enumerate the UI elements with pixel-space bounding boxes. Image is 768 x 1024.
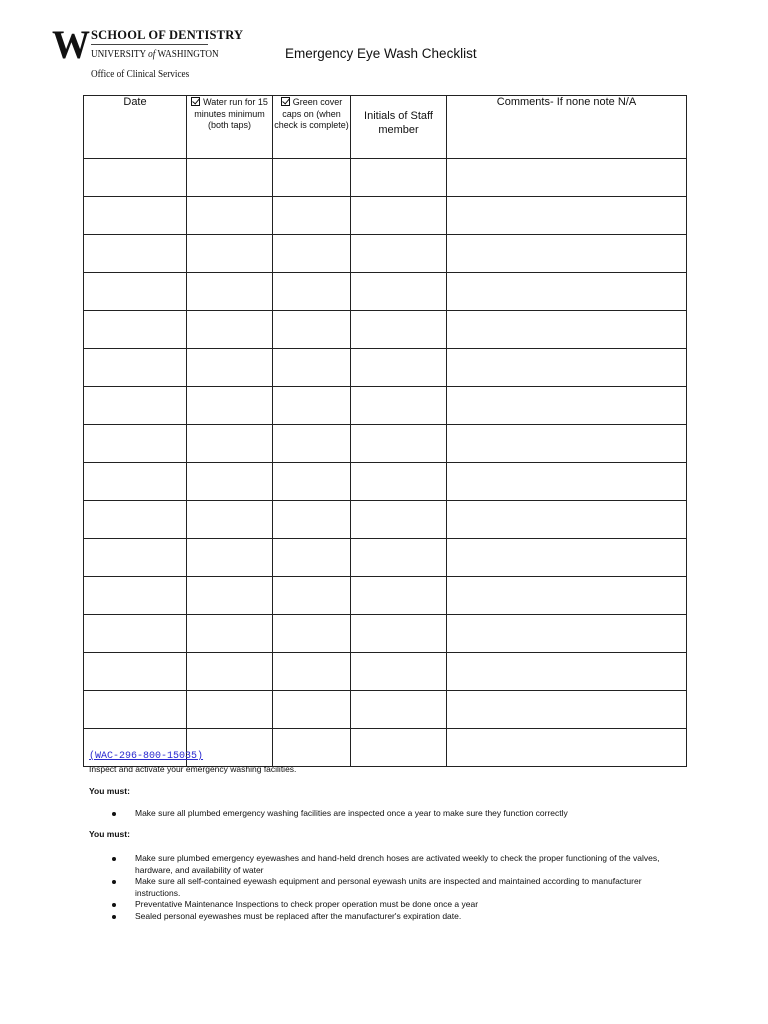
water-run-cell[interactable] [187, 349, 273, 387]
comments-cell[interactable] [447, 273, 687, 311]
green-caps-cell[interactable] [273, 729, 351, 767]
water-run-cell[interactable] [187, 311, 273, 349]
water-run-cell[interactable] [187, 577, 273, 615]
table-row [84, 235, 687, 273]
table-row [84, 653, 687, 691]
logo-university-name: UNIVERSITY of WASHINGTON [91, 49, 219, 60]
initials-cell[interactable] [351, 311, 447, 349]
date-cell[interactable] [84, 425, 187, 463]
list-item: Sealed personal eyewashes must be replaced after the manufacturer's expiration date. [89, 911, 689, 923]
comments-cell[interactable] [447, 729, 687, 767]
green-caps-cell[interactable] [273, 615, 351, 653]
table-row [84, 615, 687, 653]
comments-cell[interactable] [447, 653, 687, 691]
date-cell[interactable] [84, 615, 187, 653]
comments-cell[interactable] [447, 463, 687, 501]
initials-cell[interactable] [351, 387, 447, 425]
water-run-cell[interactable] [187, 615, 273, 653]
green-caps-cell[interactable] [273, 311, 351, 349]
initials-cell[interactable] [351, 197, 447, 235]
comments-cell[interactable] [447, 501, 687, 539]
table-row [84, 501, 687, 539]
green-caps-cell[interactable] [273, 349, 351, 387]
water-run-cell[interactable] [187, 425, 273, 463]
wac-reference-link[interactable]: (WAC-296-800-15035) [89, 751, 204, 762]
page-title: Emergency Eye Wash Checklist [285, 46, 477, 61]
comments-cell[interactable] [447, 539, 687, 577]
initials-cell[interactable] [351, 577, 447, 615]
initials-cell[interactable] [351, 501, 447, 539]
you-must-label: You must: [89, 829, 130, 839]
eye-wash-checklist-table [83, 95, 687, 767]
column-header-comments: Comments- If none note N/A [447, 96, 687, 159]
list-item: Make sure all plumbed emergency washing facilities are inspected once a year to make sure they function correctly [89, 808, 689, 820]
comments-cell[interactable] [447, 311, 687, 349]
date-cell[interactable] [84, 235, 187, 273]
bullet-icon [112, 857, 116, 861]
initials-cell[interactable] [351, 691, 447, 729]
date-cell[interactable] [84, 539, 187, 577]
water-run-cell[interactable] [187, 691, 273, 729]
date-cell[interactable] [84, 463, 187, 501]
bullet-icon [112, 915, 116, 919]
column-header-initials: Initials of Staff member [351, 96, 447, 159]
comments-cell[interactable] [447, 159, 687, 197]
comments-cell[interactable] [447, 425, 687, 463]
comments-cell[interactable] [447, 615, 687, 653]
green-caps-cell[interactable] [273, 501, 351, 539]
date-cell[interactable] [84, 501, 187, 539]
table-row [84, 425, 687, 463]
initials-cell[interactable] [351, 539, 447, 577]
initials-cell[interactable] [351, 349, 447, 387]
table-row [84, 311, 687, 349]
bullet-icon [112, 880, 116, 884]
water-run-cell[interactable] [187, 463, 273, 501]
column-header-water-run: Water run for 15 minutes minimum (both taps) [187, 96, 273, 159]
list-item: Make sure plumbed emergency eyewashes and hand-held drench hoses are activated weekly to check the proper functioning of the valves, hardware, and availability of water [89, 853, 689, 876]
initials-cell[interactable] [351, 653, 447, 691]
green-caps-cell[interactable] [273, 159, 351, 197]
green-caps-cell[interactable] [273, 577, 351, 615]
checkbox-checked-icon [191, 97, 200, 106]
water-run-cell[interactable] [187, 159, 273, 197]
university-logo [52, 22, 244, 85]
initials-cell[interactable] [351, 273, 447, 311]
logo-school-name: SCHOOL OF DENTISTRY [91, 28, 244, 42]
date-cell[interactable] [84, 387, 187, 425]
green-caps-cell[interactable] [273, 273, 351, 311]
green-caps-cell[interactable] [273, 653, 351, 691]
comments-cell[interactable] [447, 577, 687, 615]
initials-cell[interactable] [351, 463, 447, 501]
water-run-cell[interactable] [187, 653, 273, 691]
table-header-row [84, 96, 687, 159]
requirements-list [89, 808, 689, 820]
table-row [84, 197, 687, 235]
date-cell[interactable] [84, 159, 187, 197]
initials-cell[interactable] [351, 159, 447, 197]
green-caps-cell[interactable] [273, 387, 351, 425]
initials-cell[interactable] [351, 729, 447, 767]
table-row [84, 539, 687, 577]
bullet-icon [112, 812, 116, 816]
date-cell[interactable] [84, 273, 187, 311]
comments-cell[interactable] [447, 197, 687, 235]
date-cell[interactable] [84, 691, 187, 729]
table-row [84, 691, 687, 729]
table-row [84, 273, 687, 311]
water-run-cell[interactable] [187, 387, 273, 425]
water-run-cell[interactable] [187, 539, 273, 577]
date-cell[interactable] [84, 349, 187, 387]
logo-w-mark: W [52, 22, 89, 67]
green-caps-cell[interactable] [273, 539, 351, 577]
comments-cell[interactable] [447, 691, 687, 729]
initials-cell[interactable] [351, 425, 447, 463]
date-cell[interactable] [84, 577, 187, 615]
table-row [84, 463, 687, 501]
list-item: Make sure all self-contained eyewash equipment and personal eyewash units are inspected and maintained according to manufacturer instructions. [89, 876, 689, 899]
comments-cell[interactable] [447, 235, 687, 273]
water-run-cell[interactable] [187, 273, 273, 311]
table-row [84, 349, 687, 387]
date-cell[interactable] [84, 197, 187, 235]
bullet-icon [112, 903, 116, 907]
instructions-intro: Inspect and activate your emergency washing facilities. [89, 764, 297, 774]
green-caps-cell[interactable] [273, 197, 351, 235]
green-caps-cell[interactable] [273, 463, 351, 501]
comments-cell[interactable] [447, 349, 687, 387]
comments-cell[interactable] [447, 387, 687, 425]
water-run-cell[interactable] [187, 501, 273, 539]
date-cell[interactable] [84, 653, 187, 691]
green-caps-cell[interactable] [273, 235, 351, 273]
green-caps-cell[interactable] [273, 425, 351, 463]
you-must-label: You must: [89, 786, 130, 796]
initials-cell[interactable] [351, 235, 447, 273]
water-run-cell[interactable] [187, 235, 273, 273]
green-caps-cell[interactable] [273, 691, 351, 729]
initials-cell[interactable] [351, 615, 447, 653]
table-row [84, 159, 687, 197]
list-item: Preventative Maintenance Inspections to check proper operation must be done once a year [89, 899, 689, 911]
logo-office-name: Office of Clinical Services [91, 69, 190, 80]
column-header-green-caps: Green cover caps on (when check is complete) [273, 96, 351, 159]
water-run-cell[interactable] [187, 197, 273, 235]
checkbox-checked-icon [281, 97, 290, 106]
table-row [84, 387, 687, 425]
logo-divider [91, 44, 208, 45]
date-cell[interactable] [84, 311, 187, 349]
table-row [84, 577, 687, 615]
column-header-date: Date [84, 96, 187, 159]
requirements-list [89, 853, 689, 922]
